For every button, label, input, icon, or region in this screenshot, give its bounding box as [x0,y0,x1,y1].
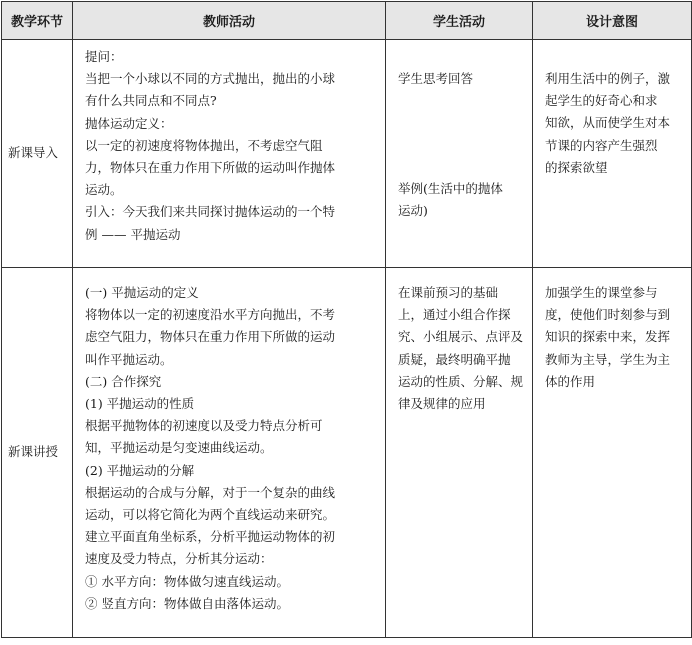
design-intent-text [533,268,691,393]
header-teacher-activity: 教师活动 [73,2,386,40]
text-line: 根据平抛物体的初速度以及受力特点分析可 [85,418,323,434]
text-line: 的探索欲望 [545,159,608,175]
design-intent-cell [533,268,692,638]
text-line: 教师为主导，学生为主 [545,351,671,367]
text-line: 将物体以一定的初速度沿水平方向抛出，不考 [85,307,336,323]
text-line: 运动的性质、分解、规 [398,373,524,389]
student-activity-text [386,40,532,223]
text-line: 究、小组展示、点评及 [398,329,524,345]
text-line: (二) 合作探究 [85,373,162,389]
student-activity-text [386,268,532,415]
text-line: ① 水平方向：物体做匀速直线运动。 [85,573,289,589]
header-row [2,2,692,40]
text-line: 体的作用 [545,373,596,389]
text-line: 在课前预习的基础 [398,285,499,300]
text-line: 抛体运动定义： [85,115,173,131]
teacher-activity-text [73,268,385,615]
table-row [2,40,692,268]
text-line: 举例(生活中的抛体 [398,181,503,197]
table [1,1,692,638]
design-intent-cell [533,40,692,268]
text-line: 知识的探索中来，发挥 [545,329,671,345]
text-line: 虑空气阻力，物体只在重力作用下所做的运动 [85,329,336,345]
text-line: 速度及受力特点，分析其分运动： [85,551,273,567]
text-line: 例 —— 平抛运动 [85,226,181,242]
text-line: 建立平面直角坐标系，分析平抛运动物体的初 [85,529,336,545]
text-line: 起学生的好奇心和求 [545,93,658,109]
text-line: 力，物体只在重力作用下所做的运动叫作抛体 [85,160,336,176]
design-intent-text [533,40,691,179]
text-line: 加强学生的课堂参与 [545,285,658,300]
teacher-activity-cell [73,40,386,268]
text-line: (1) 平抛运动的性质 [85,396,195,412]
text-line: ② 竖直方向：物体做自由落体运动。 [85,595,289,611]
text-line: 知，平抛运动是匀变速曲线运动。 [85,440,273,456]
teacher-activity-text [73,40,385,246]
text-line: 运动) [398,203,428,219]
text-line: 提问： [85,49,123,64]
text-line: 运动。 [85,182,123,198]
stage-cell: 新课讲授 [2,268,73,638]
text-line: 叫作平抛运动。 [85,351,173,367]
student-activity-cell [386,268,533,638]
header-student-activity: 学生活动 [386,2,533,40]
lesson-plan-table [0,1,692,645]
teacher-activity-cell [73,268,386,638]
text-line: 知欲，从而使学生对本 [545,115,671,131]
header-stage: 教学环节 [2,2,73,40]
stage-cell: 新课导入 [2,40,73,268]
text-line: (一) 平抛运动的定义 [85,285,199,300]
text-line: 根据运动的合成与分解，对于一个复杂的曲线 [85,484,336,500]
text-line: 学生思考回答 [398,71,474,86]
text-line: 运动，可以将它简化为两个直线运动来研究。 [85,507,336,523]
text-line: 度，使他们时刻参与到 [545,307,671,323]
text-line: 律及规律的应用 [398,396,486,412]
text-line: 有什么共同点和不同点? [85,93,217,109]
text-line: 当把一个小球以不同的方式抛出，抛出的小球 [85,71,336,87]
text-line: 质疑，最终明确平抛 [398,351,511,367]
student-activity-cell [386,40,533,268]
text-line: 利用生活中的例子，激 [545,71,671,86]
text-line: 上，通过小组合作探 [398,307,511,323]
text-line: 引入：今天我们来共同探讨抛体运动的一个特 [85,204,336,220]
text-line: 以一定的初速度将物体抛出，不考虑空气阻 [85,137,323,153]
text-line: 节课的内容产生强烈 [545,137,658,153]
table-row [2,268,692,638]
text-line: (2) 平抛运动的分解 [85,462,195,478]
header-design-intent: 设计意图 [533,2,692,40]
